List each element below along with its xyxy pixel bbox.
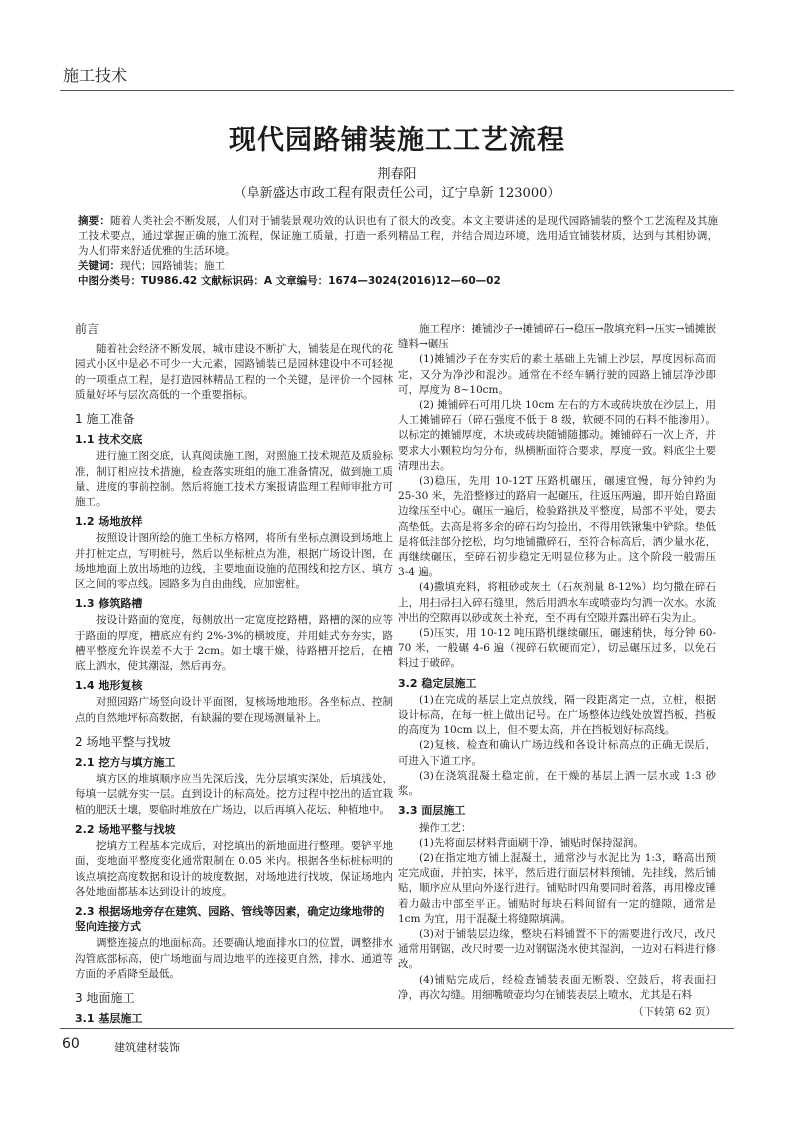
page-number: 60 — [62, 1036, 80, 1052]
para-base-3: (3)稳压，先用 10-12T 压路机碾压，碾速宜慢，每分钟约为 25-30 米，先沿整修过的路肩一起碾压，往返压两遍，即开始自路面边缘压至中心。碾压一遍后，检验路拱及平整度，局部不平处，要去高垫低。去高是将多余的碎石均匀捡出，不得用铁锹集中铲除。垫低是将低洼部分挖松，均匀地铺撒碎石，至符合标高后，洒少量水花，再继续碾压，至碎石初步稳定无明显位移为止。这个阶段一般需压 3-4 遍。 — [398, 475, 716, 579]
para-procedure: 施工程序：摊铺沙子→摊铺碎石→稳压→散填充料→压实→铺摊嵌缝料→碾压 — [398, 323, 716, 351]
abstract — [78, 214, 718, 259]
section-header: 施工技术 — [63, 66, 128, 85]
left-column — [75, 322, 393, 1028]
heading-3-1: 3.1 基层施工 — [75, 1012, 143, 1026]
para-stable-3: (3)在浇筑混凝土稳定前，在干燥的基层上洒一层水或 1:3 砂浆。 — [398, 769, 716, 798]
right-column — [398, 322, 716, 1020]
para-stable-2: (2)复核、检查和确认广场边线和各设计标高点的正确无误后，可进入下道工序。 — [398, 739, 716, 767]
para-base-1: (1)摊铺沙子在夯实后的素土基础上先铺上沙层，厚度因标高而定，又分为净沙和混沙。通常在不经车辆行驶的园路上铺层净沙即可，厚度为 8~10cm。 — [398, 353, 716, 396]
abstract-text: 随着人类社会不断发展，人们对于铺装景观功效的认识也有了很大的改变。本文主要讲述的是现代园路铺装的整个工艺流程及其施工技术要点，通过掌握正确的施工流程，保证施工质量，打造一系列精品工程，并结合周边环境，选用适宜铺装材质，达到与其相协调，为人们带来舒适优雅的生活环境。 — [78, 215, 719, 257]
continued-note: （下转第 62 页） — [632, 1005, 716, 1018]
heading-2-2: 2.2 场地平整与找坡 — [75, 822, 176, 836]
keywords — [78, 259, 718, 274]
para-2-1: 填方区的堆填顺序应当先深后浅，先分层填实深处，后填浅处，每填一层就夯实一层。直到设计的标高处。挖方过程中挖出的适宜栽植的肥沃土壤，要临时堆放在广场边，以后再填入花坛、种植地中。 — [75, 773, 393, 816]
heading-1-1: 1.1 技术交底 — [75, 433, 143, 447]
heading-3-3: 3.3 面层施工 — [398, 804, 466, 818]
heading-1-4: 1.4 地形复核 — [75, 679, 143, 693]
para-2-2: 挖填方工程基本完成后，对挖填出的新地面进行整理。要铲平地面，变地面平整度变化通常限制在 0.05 米内。根据各坐标桩标明的该点填挖高度数据和设计的坡度数据，对场地进行找坡，保证场地内各处地面都基本达到设计的坡度。 — [75, 840, 393, 898]
journal-name: 建筑建材装饰 — [114, 1041, 180, 1054]
heading-2-3: 2.3 根据场地旁存在建筑、园路、管线等因素，确定边缘地带的竖向连接方式 — [75, 904, 385, 934]
para-base-2: (2) 摊铺碎石可用几块 10cm 左右的方木或砖块放在沙层上，用人工摊铺碎石（碎石强度不低于 8 级，软硬不同的石料不能渗用）。以标定的摊铺厚度，木块或砖块随铺随挪动。摊铺碎石一次上齐，并要求大小颗粒均匀分布，纵横断面符合要求，厚度一致。料底尘土要清理出去。 — [398, 399, 716, 472]
keywords-text: 现代；园路铺装；施工 — [120, 260, 225, 272]
para-operation: 操作工艺： — [419, 821, 472, 834]
heading-1-2: 1.2 场地放样 — [75, 515, 143, 529]
para-2-3: 调整连接点的地面标高。还要确认地面排水口的位置，调整排水沟管底部标高，使广场地面与周边地平的连接更自然，排水、通道等方面的矛盾降至最低。 — [75, 937, 393, 980]
heading-2-1: 2.1 挖方与填方施工 — [75, 756, 176, 770]
affiliation: （阜新盛达市政工程有限责任公司，辽宁阜新 123000） — [233, 186, 561, 201]
para-1-2: 按照设计图所绘的施工坐标方格网，将所有坐标点测设到场地上并打桩定点，写明桩号，然后以坐标桩点为准，根据广场设计图，在场地地面上放出场地的边线，主要地面设施的范围线和挖方区、填方区之间的零点线。园路多为自由曲线，应加密桩。 — [75, 532, 393, 591]
article-title: 现代园路铺装施工工艺流程 — [229, 125, 565, 156]
heading-3-2: 3.2 稳定层施工 — [398, 676, 477, 690]
heading-intro: 前言 — [75, 322, 100, 336]
para-surface-1: (1)先将面层材料背面刷干净，铺贴时保持湿润。 — [419, 836, 644, 849]
para-base-5: (5)压实，用 10-12 吨压路机继续碾压，碾速稍快，每分钟 60-70 米，一般碾 4-6 遍（视碎石软硬而定），切忌碾压过多，以免石料过于破碎。 — [398, 627, 716, 670]
footer-rule — [60, 1028, 734, 1029]
heading-1-3: 1.3 修筑路槽 — [75, 597, 143, 611]
abstract-block — [78, 214, 718, 289]
para-base-4: (4)撒填充料，将粗砂或灰土（石灰剂量 8-12%）均匀撒在碎石上，用扫帚扫入碎石缝里，然后用洒水车或喷壶均匀洒一次水。水流冲出的空隙再以砂或灰土补充，至不再有空隙并露出碎石尖为止。 — [398, 581, 716, 624]
para-1-3: 按设计路面的宽度，每侧放出一定宽度挖路槽，路槽的深的应等于路面的厚度，槽底应有约 2%-3%的横坡度，并用蛙式夯夯实，路槽平整度允许误差不大于 2cm。如土壤干燥，待路槽开挖后，在槽底上洒水，使其潮湿，然后再夯。 — [75, 614, 393, 673]
para-1-1: 进行施工图交底，认真阅读施工图，对照施工技术规范及质验标准，制订相应技术措施，检查落实班组的施工准备情况，做到施工质量、进度的事前控制。然后将施工技术方案报请监理工程师审批方可施工。 — [75, 450, 393, 509]
author: 荆春阳 — [377, 167, 417, 182]
para-intro: 随着社会经济不断发展，城市建设不断扩大，铺装是在现代的花园式小区中是必不可少一大元素，园路铺装已是园林建设中不可轻视的一项重点工程，是打造园林精品工程的一个关键，是评价一个园林质量好坏与层次高低的一个重要指标。 — [75, 343, 393, 401]
para-stable-1: (1)在完成的基层上定点放线，隔一段距离定一点，立桩，根据设计标高，在每一桩上做出记号。在广场整体边线处放置挡板，挡板的高度为 10cm 以上，但不要太高，并在挡板划好标高线。 — [398, 693, 716, 737]
abstract-label: 摘要： — [78, 215, 111, 227]
keywords-label: 关键词： — [78, 260, 120, 272]
classification-line — [78, 274, 718, 289]
para-surface-4: (4)铺贴完成后，经检查铺装表面无断裂、空鼓后，将表面扫净，再次勾缝。用细嘴喷壶均匀在铺装表层上喷水，尤其是石料 — [398, 973, 716, 1001]
header-rule — [60, 90, 734, 91]
para-surface-2: (2)在指定地方铺上混凝土，通常沙与水泥比为 1:3，略高出预定完成面，并拍实，抹平，然后进行面层材料预铺，先挂线，然后铺贴，顺序应从里向外逐行进行。铺贴时四角要同时着落，再用橡皮锤着力敲击中部至平正。铺贴时每块石料间留有一定的缝隙，通常是 1cm 为宜，用干混凝土将缝隙填满。 — [398, 851, 716, 925]
para-surface-3: (3)对于铺装层边缘，整块石料铺置不下的需要进行改尺，改尺通常用钢锯，改尺时要一边对钢锯浇水使其湿润，一边对石料进行修改。 — [398, 927, 716, 971]
para-1-4: 对照园路广场竖向设计平面图，复核场地地形。各坐标点、控制点的自然地坪标高数据，有缺漏的要在现场测量补上。 — [75, 696, 393, 724]
heading-1: 1 施工准备 — [75, 412, 135, 427]
heading-2: 2 场地平整与找坡 — [75, 734, 171, 749]
heading-3: 3 地面施工 — [75, 990, 135, 1005]
classification-text: 中图分类号：TU986.42 文献标识码：A 文章编号：1674—3024(2016)12—60—02 — [78, 275, 501, 287]
